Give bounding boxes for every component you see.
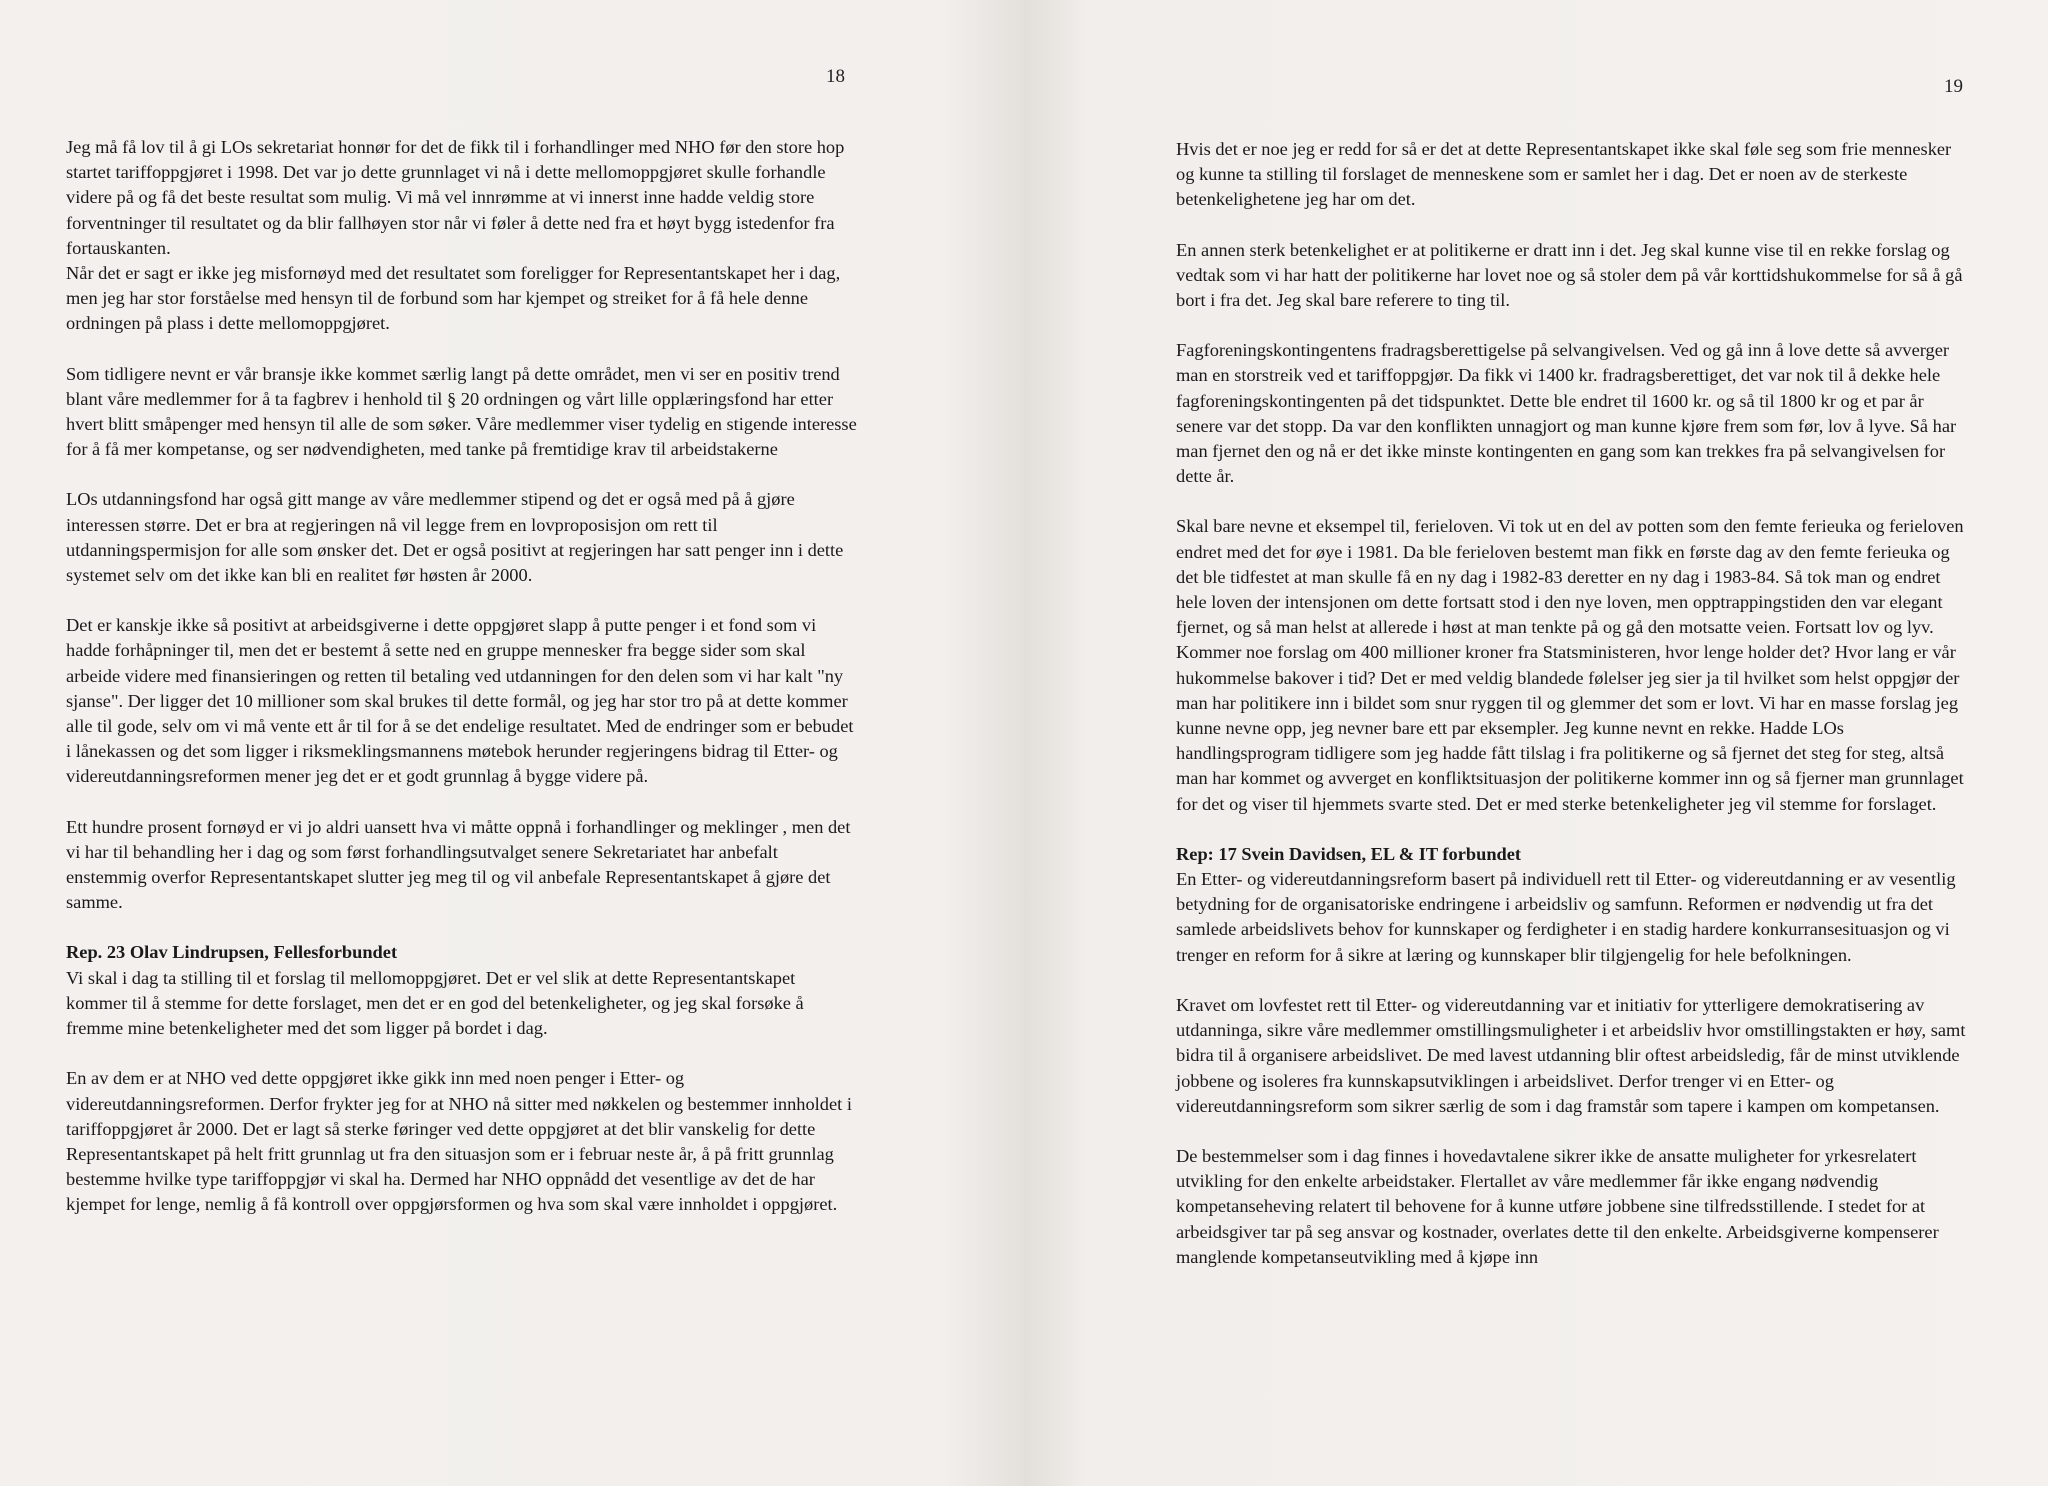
page-body xyxy=(66,135,861,1243)
paragraph: Hvis det er noe jeg er redd for så er det at dette Representantskapet ikke skal føle seg som frie mennesker og kunne ta stilling til forslaget de menneskene som er samlet her i dag. Det er noen av de sterkeste betenkelighetene jeg har om det. xyxy=(1176,139,1952,210)
paragraph: Fagforeningskontingentens fradragsberettigelse på selvangivelsen. Ved og gå inn å love dette så avverger man en storstreik ved et tariffoppgjør. Da fikk vi 1400 kr. fradragsberettiget, det var nok til å dekke hele fagforeningskontingenten på det tidspunktet. Dette ble endret til 1600 kr. og så til 1800 kr og et par år senere var det stopp. Da var den konflikten unnagjort og man kunne kjøre frem som før, lov å lyve. Så har man fjernet den og nå er det ikke minste kontingenten en gang som kan trekkes fra på selvangivelsen for dette år. xyxy=(1176,340,1957,487)
paragraph: En av dem er at NHO ved dette oppgjøret ikke gikk inn med noen penger i Etter- og videreutdanningsreformen. Derfor frykter jeg for at NHO nå sitter med nøkkelen og bestemmer innholdet i tariffoppgjøret år 2000. Det er lagt så sterke føringer ved dette oppgjøret at det blir vanskelig for dette Representantskapet på helt fritt grunnlag ut fra den situasjon som er i februar neste år, å på fritt grunnlag bestemme hvilke type tariffoppgjør vi skal ha. Dermed har NHO oppnådd det vesentlige av det de har kjempet for lenge, nemlig å få kontroll over oppgjørsformen og hva som skal være innholdet i oppgjøret. xyxy=(66,1068,852,1215)
paragraph: Som tidligere nevnt er vår bransje ikke kommet særlig langt på dette området, men vi ser en positiv trend blant våre medlemmer for å ta fagbrev i henhold til § 20 ordningen og vårt lille opplæringsfond har etter hvert blitt småpenger med hensyn til alle de som søker. Våre medlemmer viser tydelig en stigende interesse for å få mer kompetanse, og ser nødvendigheten, med tanke på fremtidige krav til arbeidstakerne xyxy=(66,363,857,460)
page-number: 19 xyxy=(1944,76,1963,97)
paragraph: En Etter- og videreutdanningsreform basert på individuell rett til Etter- og videreutdanning er av vesentlig betydning for de organisatoriske endringene i arbeidsliv og samfunn. Reformen er nødvendig ut fra det samlede arbeidslivets behov for kunnskaper og ferdigheter i en stadig hardere konkurransesituasjon og vi trenger en reform for å sikre at læring og kunnskaper blir tilgjengelig for hele befolkningen. xyxy=(1176,869,1956,965)
paragraph: De bestemmelser som i dag finnes i hovedavtalene sikrer ikke de ansatte muligheter for yrkesrelatert utvikling for den enkelte arbeidstaker. Flertallet av våre medlemmer får ikke engang nødvendig kompetanseheving relatert til behovene for å kunne utføre jobbene sine tilfredsstillende. I stedet for at arbeidsgiver tar på seg ansvar og kostnader, overlates dette til den enkelte. Arbeidsgiverne kompenserer manglende kompetanseutvikling med å kjøpe inn xyxy=(1176,1145,1939,1267)
paragraph: Vi skal i dag ta stilling til et forslag til mellomoppgjøret. Det er vel slik at dette Representantskapet kommer til å stemme for dette forslaget, men det er en god del betenkeligheter, og jeg skal forsøke å fremme mine betenkeligheter med det som ligger på bordet i dag. xyxy=(66,967,804,1039)
paragraph: LOs utdanningsfond har også gitt mange av våre medlemmer stipend og det er også med på å gjøre interessen større. Det er bra at regjeringen nå vil legge frem en lovproposisjon om rett til utdanningspermisjon for alle som ønsker det. Det er også positivt at regjeringen har satt penger inn i dette systemet selv om det ikke kan bli en realitet før høsten år 2000. xyxy=(66,489,844,586)
paragraph: Ett hundre prosent fornøyd er vi jo aldri uansett hva vi måtte oppnå i forhandlinger og meklinger , men det vi har til behandling her i dag og som først forhandlingsutvalget senere Sekretariatet har anbefalt enstemmig overfor Representantskapet slutter jeg meg til og vil anbefale Representantskapet å gjøre det samme. xyxy=(66,816,851,913)
paragraph: Skal bare nevne et eksempel til, ferieloven. Vi tok ut en del av potten som den femte ferieuka og ferieloven endret med det for øye i 1981. Da ble ferieloven bestemt man fikk en første dag av den femte ferieuka og det ble tidfestet at man skulle få en ny dag i 1982-83 deretter en ny dag i 1983-84. Så tok man og endret hele loven der intensjonen om dette fortsatt stod i den nye loven, men opptrappingstiden den var elegant fjernet, og så man helst at allerede i høst at man tenkte på og gå den motsatte veien. Fortsatt lov og lyv. Kommer noe forslag om 400 millioner kroner fra Statsministeren, hvor lenge holder det? Hvor lang er vår hukommelse bakover i tid? Det er med veldig blandede følelser jeg sier ja til hvilket som helst oppgjør der man har politikere inn i bildet som snur ryggen til og glemmer det som er lovt. Vi har en masse forslag jeg kunne nevne opp, jeg nevner bare ett par eksempler. Jeg kunne nevnt en rekke. Hadde LOs handlingsprogram tidligere som jeg hadde fått tilslag i fra politikerne og så fjernet det steg for steg, altså man har kommet og avverget en konfliktsituasjon der politikerne kommer inn og så fjerner man grunnlaget for det og viser til hjemmets svarte sted. Det er med sterke betenkeligheter jeg vil stemme for forslaget. xyxy=(1176,516,1964,814)
right-page xyxy=(1024,0,2048,1486)
paragraph: Det er kanskje ikke så positivt at arbeidsgiverne i dette oppgjøret slapp å putte penger i et fond som vi hadde forhåpninger til, men det er bestemt å sette ned en gruppe mennesker fra begge sider som skal arbeide videre med finansieringen og retten til betaling ved utdanningen for den delen som vi har kalt "ny sjanse". Der ligger det 10 millioner som skal brukes til dette formål, og jeg har stor tro på at dette kommer alle til gode, selv om vi må vente ett år til for å se det endelige resultatet. Med de endringer som er bebudet i lånekassen og det som ligger i riksmeklingsmannens møtebok herunder regjeringens bidrag til Etter- og videreutdanningsreformen mener jeg det er et godt grunnlag å bygge videre på. xyxy=(66,615,854,787)
paragraph: Kravet om lovfestet rett til Etter- og videreutdanning var et initiativ for ytterligere demokratisering av utdanninga, sikre våre medlemmer omstillingsmuligheter i et arbeidsliv hvor omstillingstakten er høy, samt bidra til å organisere arbeidslivet. De med lavest utdanning blir oftest arbeidsledig, får de minst utviklende jobbene og isoleres fra kunnskapsutviklingen i arbeidslivet. Derfor trenger vi en Etter- og videreutdanningsreform som sikrer særlig de som i dag framstår som tapere i kampen om kompetansen. xyxy=(1176,994,1966,1116)
speaker-section xyxy=(1176,842,1966,1270)
page-number: 18 xyxy=(826,66,845,87)
page-body xyxy=(1176,137,1966,1295)
paragraph: Når det er sagt er ikke jeg misfornøyd med det resultatet som foreligger for Representantskapet her i dag, men jeg har stor forståelse med hensyn til de forbund som har kjempet og streiket for å få hele denne ordningen på plass i dette mellomoppgjøret. xyxy=(66,263,841,334)
speaker-heading: Rep: 17 Svein Davidsen, EL & IT forbundet xyxy=(1176,843,1522,864)
speaker-heading: Rep. 23 Olav Lindrupsen, Fellesforbundet xyxy=(66,942,398,963)
paragraph: En annen sterk betenkelighet er at politikerne er dratt inn i det. Jeg skal kunne vise til en rekke forslag og vedtak som vi har hatt der politikerne har lovet noe og så stoler dem på vår korttidshukommelse for så å gå bort i fra det. Jeg skal bare referere to ting til. xyxy=(1176,239,1963,311)
paragraph: Jeg må få lov til å gi LOs sekretariat honnør for det de fikk til i forhandlinger med NHO før den store hop startet tariffoppgjøret i 1998. Det var jo dette grunnlaget vi nå i dette mellomoppgjøret skulle forhandle videre på og få det beste resultat som mulig. Vi må vel innrømme at vi innerst inne hadde veldig store forventninger til resultatet og da blir fallhøyen stor når vi føler å dette ned fra et høyt bygg istedenfor fra fortauskanten. xyxy=(66,137,845,258)
speaker-section xyxy=(66,940,861,1217)
